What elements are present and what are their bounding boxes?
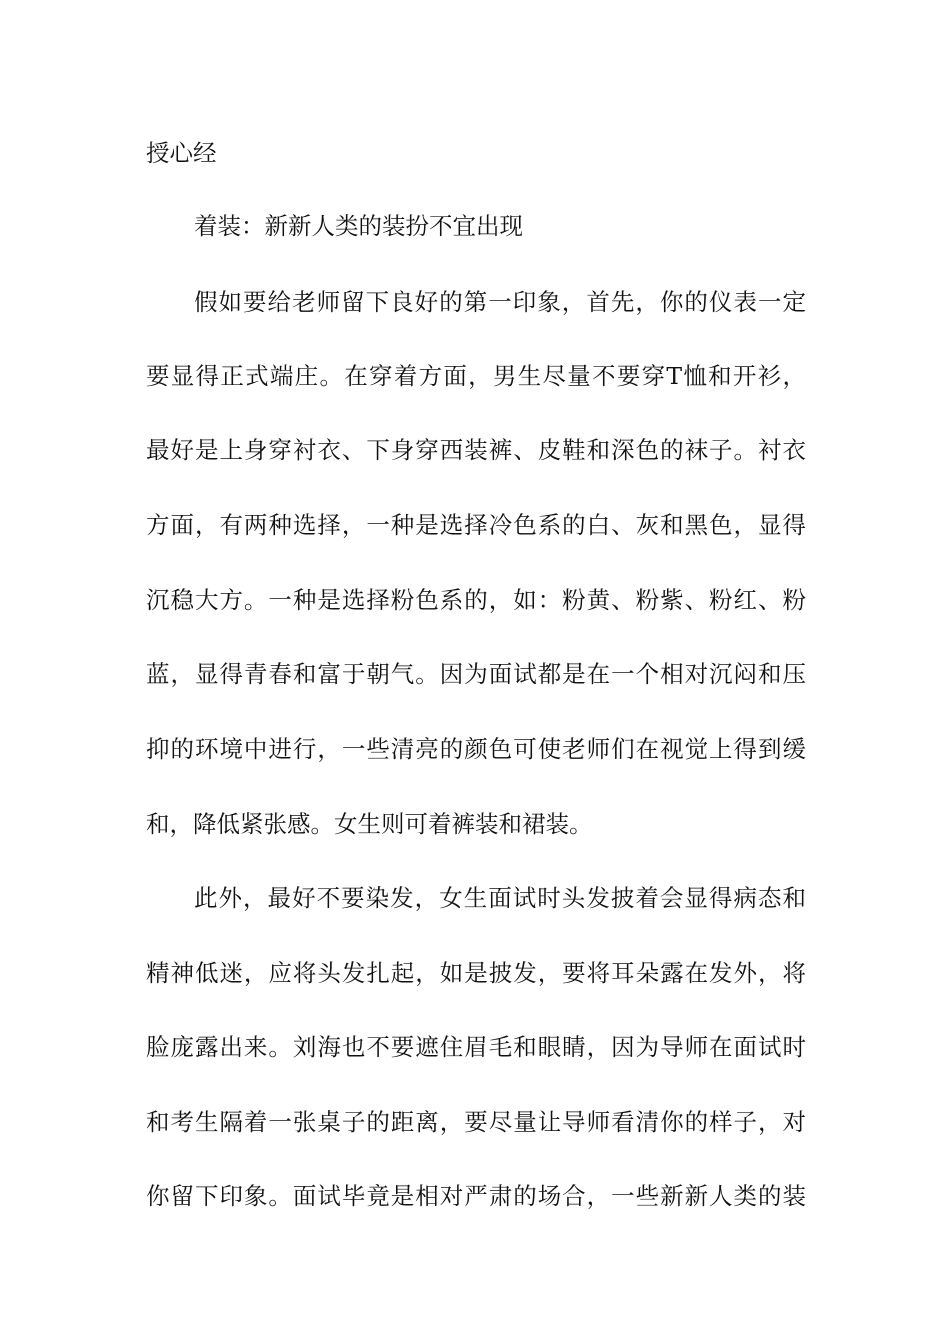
paragraph-line: 最好是上身穿衬衣、下身穿西装裤、皮鞋和深色的袜子。衬衣 [146, 436, 806, 464]
paragraph-line: 你留下印象。面试毕竟是相对严肃的场合，一些新新人类的装 [146, 1182, 806, 1210]
paragraph-line: 和考生隔着一张桌子的距离，要尽量让导师看清你的样子，对 [146, 1108, 806, 1136]
paragraph-line: 假如要给老师留下良好的第一印象，首先，你的仪表一定 [194, 288, 806, 316]
paragraph-line: 方面，有两种选择，一种是选择冷色系的白、灰和黑色，显得 [146, 511, 806, 539]
section-title: 着装：新新人类的装扮不宜出现 [194, 212, 523, 240]
paragraph-line: 蓝，显得青春和富于朝气。因为面试都是在一个相对沉闷和压 [146, 660, 806, 688]
paragraph-line: 沉稳大方。一种是选择粉色系的，如：粉黄、粉紫、粉红、粉 [146, 586, 806, 614]
text-line-heading: 授心经 [146, 139, 217, 167]
paragraph-line: 和，降低紧张感。女生则可着裤装和裙装。 [146, 810, 593, 838]
paragraph-line: 精神低迷，应将头发扎起，如是披发，要将耳朵露在发外，将 [146, 959, 806, 987]
paragraph-line: 抑的环境中进行，一些清亮的颜色可使老师们在视觉上得到缓 [146, 735, 806, 763]
paragraph-line: 此外，最好不要染发，女生面试时头发披着会显得病态和 [194, 884, 806, 912]
paragraph-line: 要显得正式端庄。在穿着方面，男生尽量不要穿T恤和开衫， [146, 362, 806, 390]
paragraph-line: 脸庞露出来。刘海也不要遮住眉毛和眼睛，因为导师在面试时 [146, 1033, 806, 1061]
